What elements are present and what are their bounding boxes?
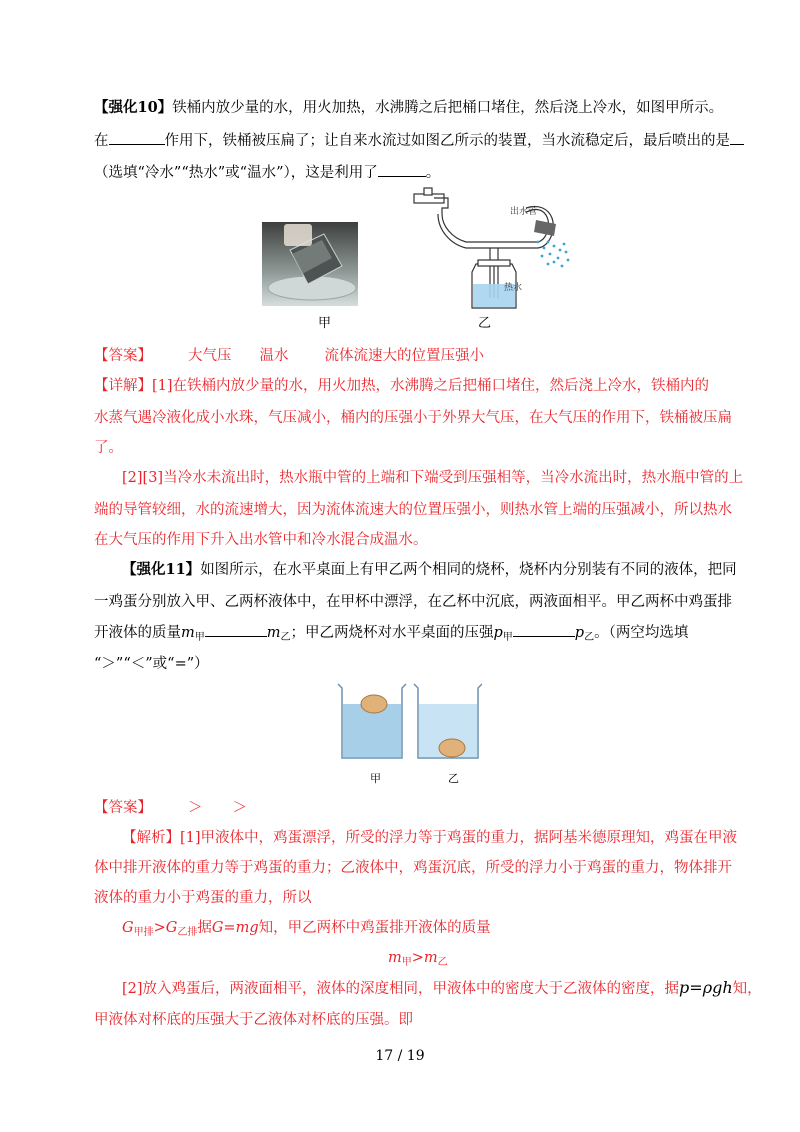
a10-answer-line: 【答案】 大气压 温水 流体流速大的位置压强小 (94, 348, 484, 364)
a11-analysis-line3: 液体的重力小于鸡蛋的重力，所以 (94, 890, 312, 906)
answer-blank (205, 622, 267, 637)
a11-analysis-line2: 体中排开液体的重力等于鸡蛋的重力；乙液体中，鸡蛋沉底，所受的浮力小于鸡蛋的重力，物体排开 (94, 860, 732, 876)
q11-line4: “＞”“＜”或“=”） (94, 656, 209, 672)
a11-analysis-line4: [2]放入鸡蛋后，两液面相平，液体的深度相同，甲液体中的密度大于乙液体的密度，据p=ρgh知， (122, 978, 762, 997)
a10-detail-line3: 了。 (94, 440, 123, 456)
fig-jia-caption: 甲 (318, 316, 332, 331)
a11-formula-line1: $G_{甲排}>G_{乙排}$据G=mg知，甲乙两杯中鸡蛋排开液体的质量 (122, 920, 491, 938)
q10-line3: （选填“冷水”“热水”或“温水”），这是利用了 。 (94, 162, 440, 183)
a11-answer-line: 【答案】 ＞ ＞ (94, 800, 247, 816)
a10-detail-line5: 端的导管较细，水的流速增大，因为流体流速大的位置压强小，则热水管上端的压强减小，所以热水 (94, 502, 732, 518)
hot-water-label: 热水 (504, 282, 523, 292)
beaker-jia-caption: 甲 (370, 772, 381, 785)
a10-detail-line6: 在大气压的作用下升入出水管中和冷水混合成温水。 (94, 532, 428, 548)
beakers-diagram (332, 680, 482, 764)
q11-line3: 开液体的质量$m_甲$ $m_乙$；甲乙两烧杯对水平桌面的压强$p_甲$ $p_乙$。（两空均选填 (94, 622, 688, 648)
q10-line1: 【强化10】铁桶内放少量的水，用火加热，水沸腾之后把桶口堵住，然后浇上冷水，如图甲所示。 (94, 99, 724, 116)
answer-blank (730, 130, 744, 145)
q10-head: 【强化10】 (94, 99, 173, 116)
answer-blank (378, 162, 426, 177)
answer-blank (513, 622, 575, 637)
q11-line1: 【强化11】如图所示，在水平桌面上有甲乙两个相同的烧杯，烧杯内分别装有不同的液体，把同 (122, 561, 737, 578)
beaker-yi-caption: 乙 (448, 772, 459, 785)
a11-analysis-line5: 甲液体对杯底的压强大于乙液体对杯底的压强。即 (94, 1012, 413, 1028)
answer-blank (109, 130, 165, 145)
fig-yi-caption: 乙 (478, 316, 492, 331)
a10-detail-line2: 水蒸气遇冷液化成小水珠，气压减小，桶内的压强小于外界大气压，在大气压的作用下，铁桶被压扁 (94, 410, 732, 426)
outlet-label: 出水管 (510, 206, 538, 216)
q10-line2: 在 作用下，铁桶被压扁了；让自来水流过如图乙所示的装置，当水流稳定后，最后喷出的是 (94, 130, 744, 151)
a11-formula-line2: $m_甲>m_乙$ (388, 950, 448, 968)
a10-detail-line1: 【详解】[1]在铁桶内放少量的水，用火加热，水沸腾之后把桶口堵住，然后浇上冷水，铁桶内的 (94, 378, 710, 394)
bucket-photo (262, 222, 358, 306)
page-number: 17 / 19 (375, 1048, 425, 1064)
faucet-apparatus-diagram (408, 186, 576, 314)
a10-detail-line4: [2][3]当冷水未流出时，热水瓶中管的上端和下端受到压强相等，当冷水流出时，热水瓶中管的上 (122, 470, 744, 486)
q11-line2: 一鸡蛋分别放入甲、乙两杯液体中，在甲杯中漂浮，在乙杯中沉底，两液面相平。甲乙两杯中鸡蛋排 (94, 594, 732, 610)
a11-analysis-line1: 【解析】[1]甲液体中，鸡蛋漂浮，所受的浮力等于鸡蛋的重力，据阿基米德原理知，鸡蛋在甲液 (122, 830, 738, 846)
